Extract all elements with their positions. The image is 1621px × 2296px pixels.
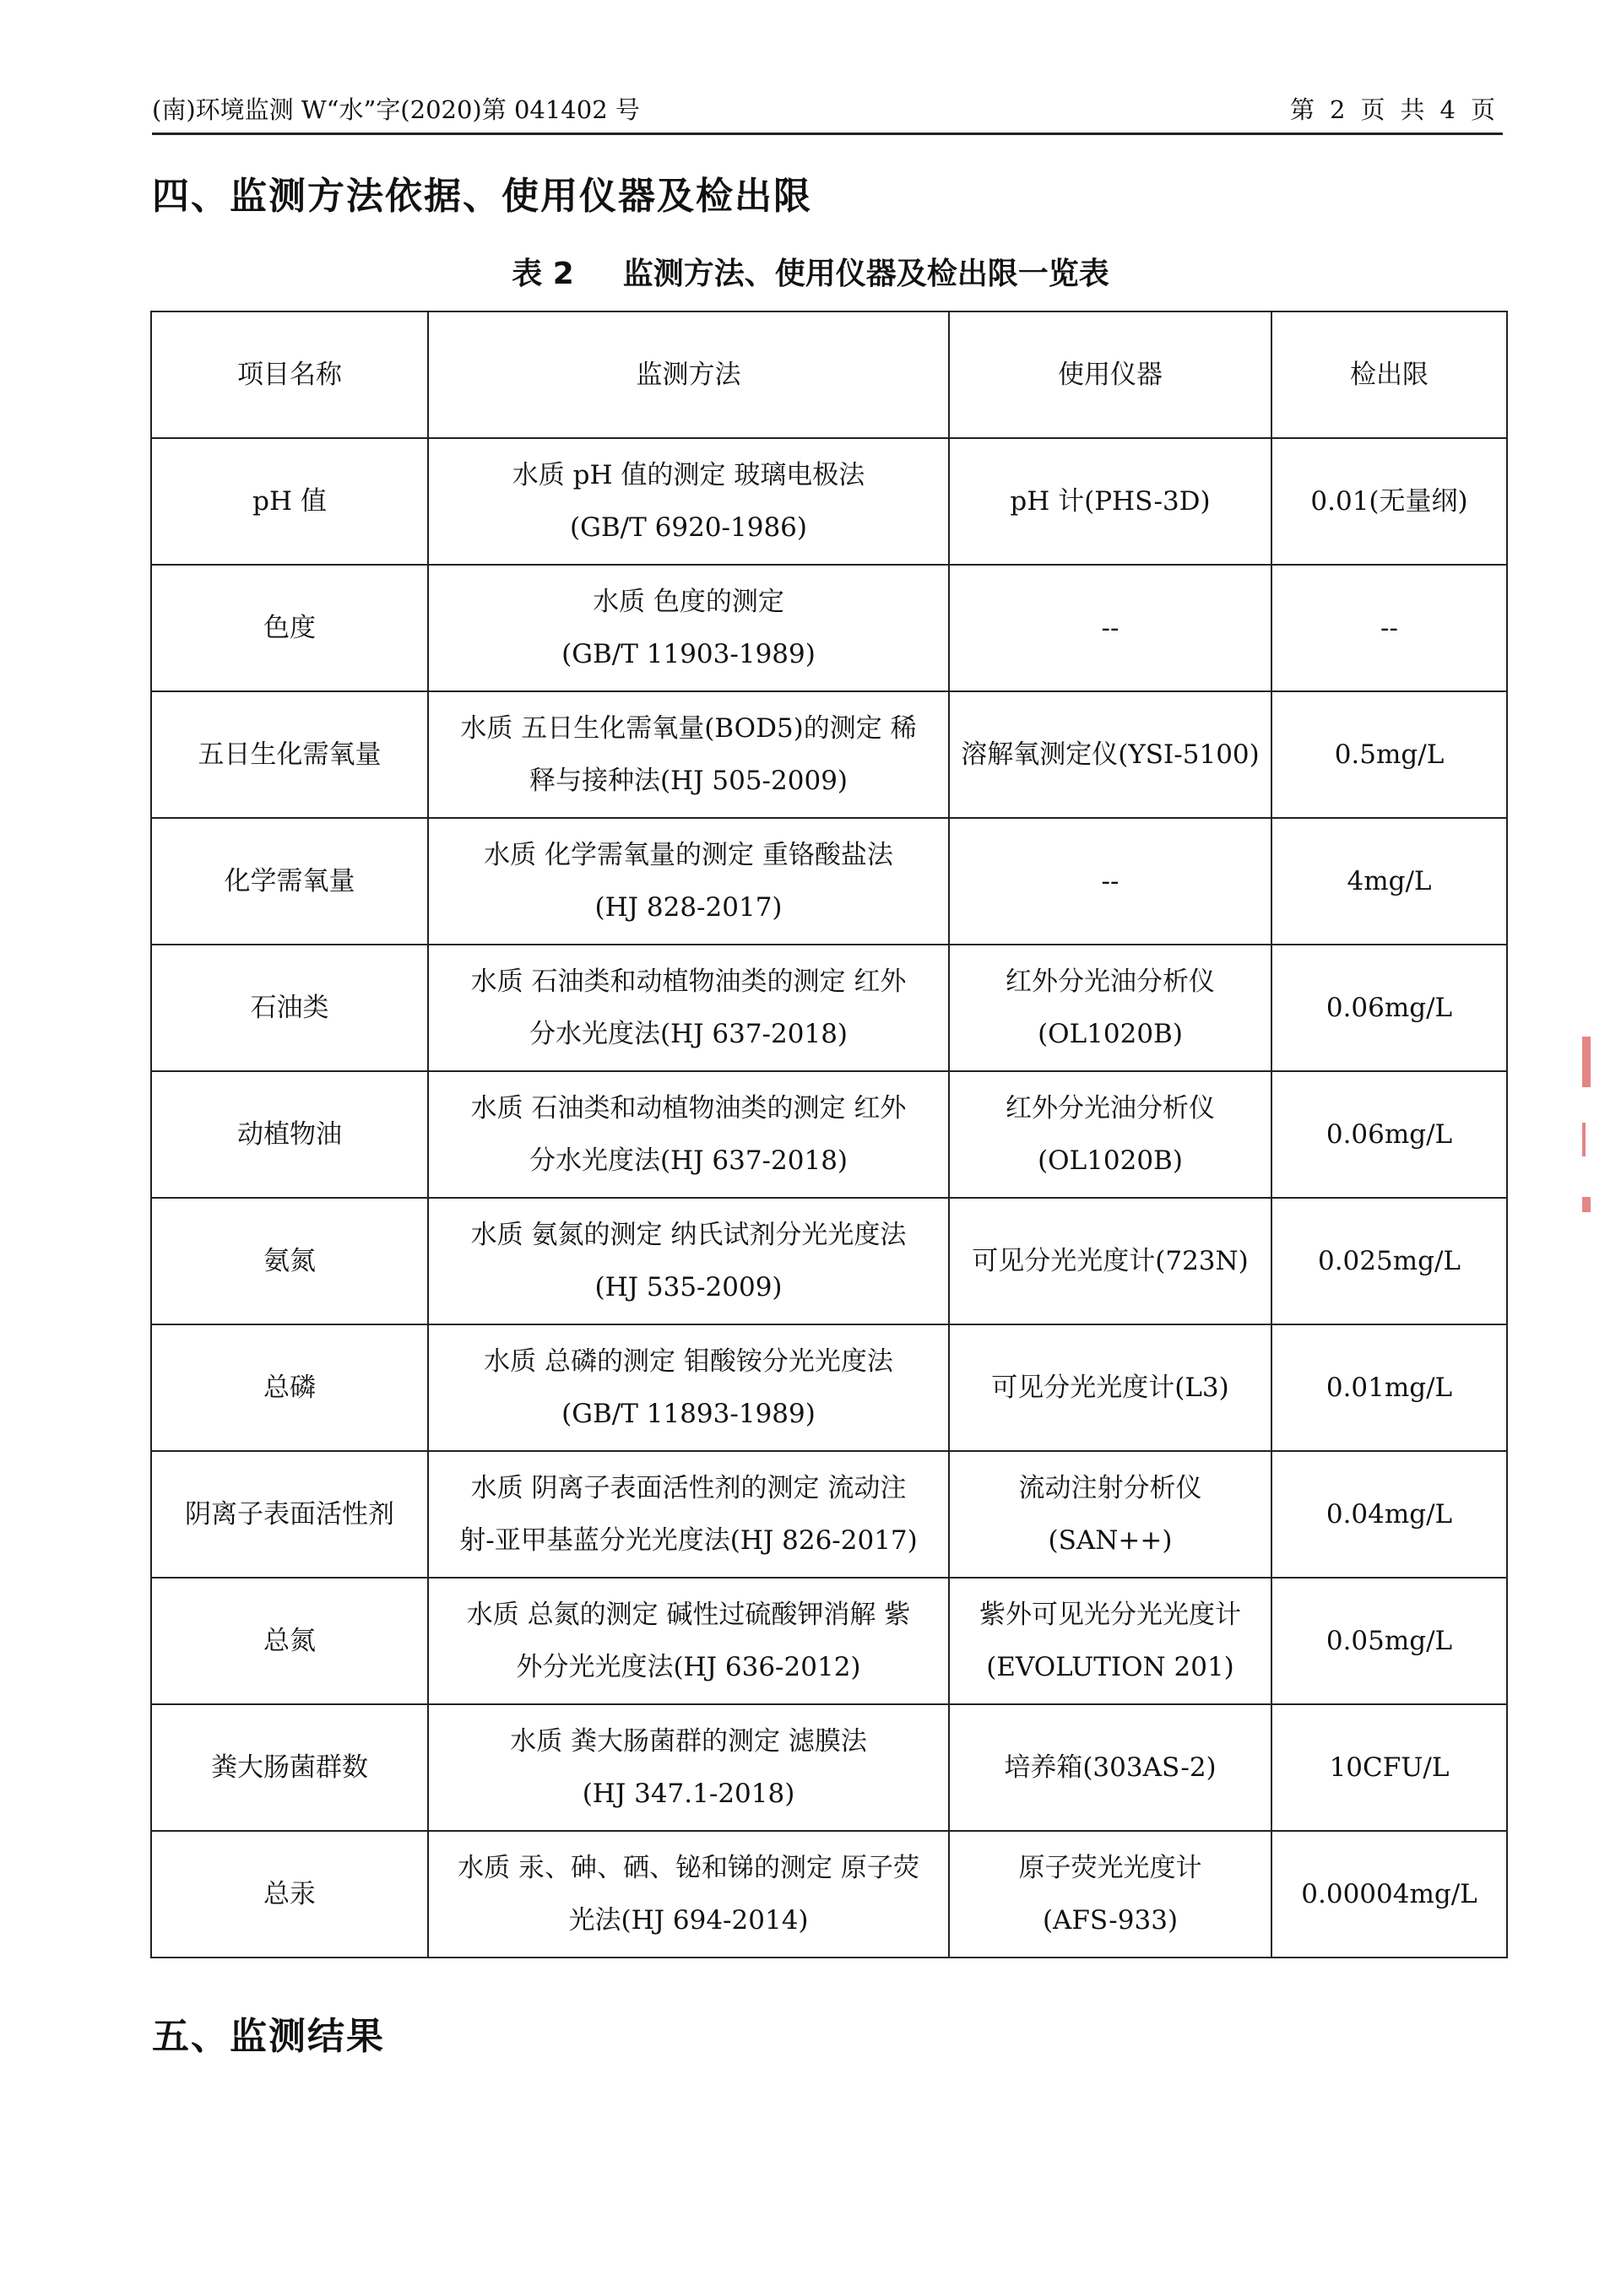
header-detection-limit: 检出限 [1271, 311, 1507, 438]
section-title-results: 五、监测结果 [152, 2015, 385, 2058]
cell-instrument: 红外分光油分析仪 (OL1020B) [949, 945, 1271, 1071]
page-header [152, 91, 1503, 135]
cell-instrument: 可见分光光度计(723N) [949, 1198, 1271, 1324]
cell-detection-limit: 4mg/L [1271, 818, 1507, 945]
cell-item-name: 阴离子表面活性剂 [151, 1451, 428, 1578]
cell-item-name: 五日生化需氧量 [151, 691, 428, 818]
cell-method: 水质 化学需氧量的测定 重铬酸盐法 (HJ 828-2017) [428, 818, 949, 945]
cell-item-name: 总磷 [151, 1324, 428, 1451]
table-row [151, 1578, 1507, 1704]
cell-instrument: 流动注射分析仪 (SAN++) [949, 1451, 1271, 1578]
cell-detection-limit: 0.00004mg/L [1271, 1831, 1507, 1958]
cell-item-name: pH 值 [151, 438, 428, 565]
cell-item-name: 石油类 [151, 945, 428, 1071]
table-caption [0, 250, 1621, 293]
header-instrument: 使用仪器 [949, 311, 1271, 438]
table-row [151, 1451, 1507, 1578]
cell-detection-limit: 0.06mg/L [1271, 945, 1507, 1071]
cell-detection-limit: 0.025mg/L [1271, 1198, 1507, 1324]
cell-item-name: 化学需氧量 [151, 818, 428, 945]
table-number: 表 2 [512, 257, 574, 291]
cell-method: 水质 色度的测定 (GB/T 11903-1989) [428, 565, 949, 691]
cell-method: 水质 汞、砷、硒、铋和锑的测定 原子荧 光法(HJ 694-2014) [428, 1831, 949, 1958]
table-row [151, 1831, 1507, 1958]
cell-detection-limit: 10CFU/L [1271, 1704, 1507, 1831]
cell-detection-limit: 0.5mg/L [1271, 691, 1507, 818]
cell-instrument: pH 计(PHS-3D) [949, 438, 1271, 565]
section-title-methods: 四、监测方法依据、使用仪器及检出限 [152, 175, 812, 218]
cell-instrument: 培养箱(303AS-2) [949, 1704, 1271, 1831]
methods-table [150, 311, 1508, 1958]
cell-instrument: -- [949, 565, 1271, 691]
cell-detection-limit: 0.05mg/L [1271, 1578, 1507, 1704]
cell-method: 水质 石油类和动植物油类的测定 红外 分水光度法(HJ 637-2018) [428, 945, 949, 1071]
table-row [151, 818, 1507, 945]
cell-detection-limit: 0.04mg/L [1271, 1451, 1507, 1578]
header-item-name: 项目名称 [151, 311, 428, 438]
table-header-row [151, 311, 1507, 438]
cell-instrument: 红外分光油分析仪 (OL1020B) [949, 1071, 1271, 1198]
table-row [151, 438, 1507, 565]
cell-method: 水质 总磷的测定 钼酸铵分光光度法 (GB/T 11893-1989) [428, 1324, 949, 1451]
table-row [151, 1071, 1507, 1198]
cell-method: 水质 阴离子表面活性剂的测定 流动注 射-亚甲基蓝分光光度法(HJ 826-2017) [428, 1451, 949, 1578]
cell-method: 水质 五日生化需氧量(BOD5)的测定 稀 释与接种法(HJ 505-2009) [428, 691, 949, 818]
cell-item-name: 动植物油 [151, 1071, 428, 1198]
cell-method: 水质 pH 值的测定 玻璃电极法 (GB/T 6920-1986) [428, 438, 949, 565]
table-row [151, 565, 1507, 691]
margin-stamp-mark [1582, 1123, 1586, 1156]
cell-detection-limit: 0.01mg/L [1271, 1324, 1507, 1451]
cell-detection-limit: 0.01(无量纲) [1271, 438, 1507, 565]
table-row [151, 945, 1507, 1071]
cell-instrument: -- [949, 818, 1271, 945]
cell-method: 水质 总氮的测定 碱性过硫酸钾消解 紫 外分光光度法(HJ 636-2012) [428, 1578, 949, 1704]
table-row [151, 1324, 1507, 1451]
cell-item-name: 总汞 [151, 1831, 428, 1958]
cell-method: 水质 石油类和动植物油类的测定 红外 分水光度法(HJ 637-2018) [428, 1071, 949, 1198]
table-row [151, 691, 1507, 818]
cell-method: 水质 粪大肠菌群的测定 滤膜法 (HJ 347.1-2018) [428, 1704, 949, 1831]
cell-item-name: 色度 [151, 565, 428, 691]
cell-instrument: 原子荧光光度计 (AFS-933) [949, 1831, 1271, 1958]
cell-instrument: 紫外可见光分光光度计 (EVOLUTION 201) [949, 1578, 1271, 1704]
table-title: 监测方法、使用仪器及检出限一览表 [622, 257, 1109, 291]
cell-instrument: 可见分光光度计(L3) [949, 1324, 1271, 1451]
cell-item-name: 氨氮 [151, 1198, 428, 1324]
margin-stamp-mark [1582, 1037, 1591, 1087]
table-row [151, 1198, 1507, 1324]
table-row [151, 1704, 1507, 1831]
cell-item-name: 粪大肠菌群数 [151, 1704, 428, 1831]
cell-instrument: 溶解氧测定仪(YSI-5100) [949, 691, 1271, 818]
cell-detection-limit: 0.06mg/L [1271, 1071, 1507, 1198]
cell-item-name: 总氮 [151, 1578, 428, 1704]
page-indicator: 第 2 页 共 4 页 [1290, 95, 1495, 124]
cell-detection-limit: -- [1271, 565, 1507, 691]
header-method: 监测方法 [428, 311, 949, 438]
cell-method: 水质 氨氮的测定 纳氏试剂分光光度法 (HJ 535-2009) [428, 1198, 949, 1324]
margin-stamp-mark [1582, 1197, 1591, 1212]
document-number: (南)环境监测 W“水”字(2020)第 041402 号 [152, 95, 640, 124]
